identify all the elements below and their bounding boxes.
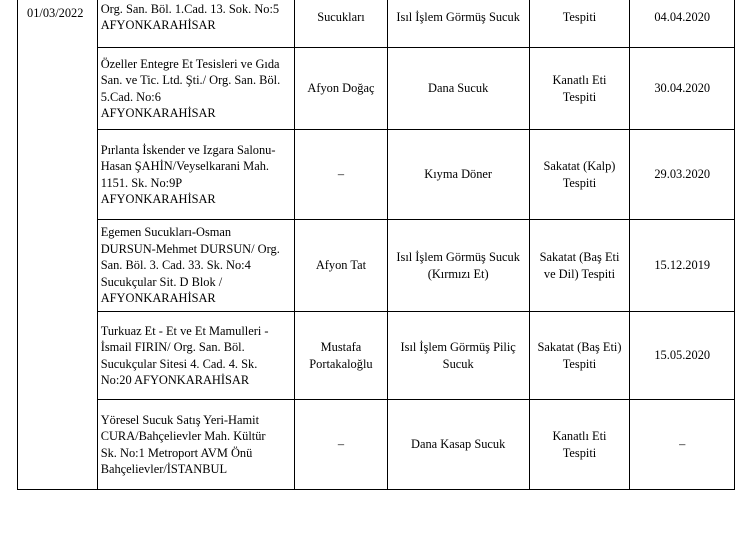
table-row (18, 0, 735, 48)
cell-text-line: Dana Sucuk (428, 81, 489, 96)
issue-cell (529, 130, 630, 220)
food-violation-table (17, 0, 735, 490)
cell-text-line: Kanatlı Eti (552, 429, 607, 443)
detection-date: – (679, 437, 686, 452)
product-cell (387, 0, 529, 48)
announcement-date-cell (18, 0, 98, 490)
table-body (18, 0, 735, 490)
cell-text-line: Tespiti (562, 356, 597, 371)
cell-text-line: AFYONKARAHİSAR (100, 192, 216, 206)
brand-cell (295, 312, 388, 400)
cell-text-line: Tespiti (562, 445, 597, 460)
cell-text-line: Egemen Sucukları-Osman (100, 225, 232, 240)
cell-text-line: Bahçelievler/İSTANBUL (100, 462, 228, 476)
cell-text-line: AFYONKARAHİSAR (100, 106, 216, 120)
detection-date: 15.05.2020 (654, 348, 711, 363)
brand-cell (295, 130, 388, 220)
cell-text-line: Sakatat (Baş Eti (539, 250, 620, 264)
cell-text-line: Sakatat (Baş Eti) (537, 340, 622, 354)
cell-text-line: Sakatat (Kalp) (543, 159, 616, 173)
cell-text-line: Tespiti (562, 89, 597, 104)
detection-date: 04.04.2020 (654, 9, 711, 24)
announcement-date: 01/03/2022 (27, 6, 84, 20)
issue-cell (529, 400, 630, 490)
cell-text-line: Hasan ŞAHİN/Veyselkarani Mah. (100, 159, 269, 173)
detection-date-cell (630, 48, 735, 130)
cell-text-line: AFYONKARAHİSAR (100, 291, 216, 306)
detection-date-cell (630, 220, 735, 312)
brand-cell (295, 400, 388, 490)
cell-text-line: CURA/Bahçelievler Mah. Kültür (100, 429, 266, 443)
cell-text-line: Turkuaz Et - Et ve Et Mamulleri - (100, 323, 269, 338)
product-cell (387, 48, 529, 130)
cell-text-line: Özeller Entegre Et Tesisleri ve Gıda (100, 56, 280, 71)
detection-date-cell (630, 312, 735, 400)
cell-text-line: Mustafa (320, 340, 362, 354)
detection-date: 15.12.2019 (654, 258, 711, 273)
cell-text-line: Sucukçular Sit. D Blok / (100, 274, 223, 289)
cell-text-line: Sucukçular Sitesi 4. Cad. 4. Sk. (100, 356, 258, 371)
cell-text-line: Sk. No:1 Metroport AVM Önü (100, 445, 253, 460)
issue-cell (529, 48, 630, 130)
cell-text-line: Yöresel Sucuk Satış Yeri-Hamit (100, 412, 260, 427)
detection-date: 29.03.2020 (654, 167, 711, 182)
cell-text-line: Portakaloğlu (309, 356, 373, 371)
brand-cell (295, 0, 388, 48)
firm-cell (97, 0, 294, 48)
issue-cell (529, 220, 630, 312)
cell-text-line: AFYONKARAHİSAR (100, 18, 216, 32)
detection-date: 30.04.2020 (654, 81, 711, 96)
cell-text-line: San. Böl. 3. Cad. 33. Sk. No:4 (100, 258, 251, 273)
cell-text-line: ve Dil) Tespiti (543, 266, 616, 281)
cell-text-line: Org. San. Böl. 1.Cad. 13. Sok. No:5 (100, 1, 280, 16)
cell-text-line: Tespiti (562, 9, 597, 24)
cell-text-line: (Kırmızı Et) (427, 266, 489, 281)
issue-cell (529, 312, 630, 400)
firm-cell (97, 48, 294, 130)
product-cell (387, 400, 529, 490)
table-row (18, 130, 735, 220)
firm-cell (97, 130, 294, 220)
product-cell (387, 312, 529, 400)
cell-text-line: Dana Kasap Sucuk (411, 437, 506, 452)
cell-text-line: Afyon Doğaç (307, 81, 375, 96)
product-cell (387, 220, 529, 312)
cell-text-line: Afyon Tat (315, 258, 367, 273)
table-row (18, 400, 735, 490)
cell-text-line: – (337, 167, 345, 182)
cell-text-line: DURSUN-Mehmet DURSUN/ Org. (100, 241, 280, 256)
brand-cell (295, 220, 388, 312)
cell-text-line: Tespiti (562, 175, 597, 190)
cell-text-line: Sucuk (442, 356, 474, 371)
cell-text-line: Sucukları (317, 9, 365, 24)
table-row (18, 220, 735, 312)
cell-text-line: 1151. Sk. No:9P (100, 175, 183, 190)
detection-date-cell (630, 0, 735, 48)
issue-cell (529, 0, 630, 48)
cell-text-line: San. ve Tic. Ltd. Şti./ Org. San. Böl. (100, 73, 281, 87)
detection-date-cell (630, 130, 735, 220)
cell-text-line: Isıl İşlem Görmüş Sucuk (396, 250, 520, 264)
table-row (18, 48, 735, 130)
cell-text-line: Pırlanta İskender ve Izgara Salonu- (100, 142, 276, 157)
cell-text-line: Kıyma Döner (424, 167, 493, 182)
cell-text-line: – (337, 437, 345, 452)
product-cell (387, 130, 529, 220)
cell-text-line: Isıl İşlem Görmüş Piliç (400, 340, 516, 354)
firm-cell (97, 220, 294, 312)
cell-text-line: İsmail FIRIN/ Org. San. Böl. (100, 340, 245, 354)
cell-text-line: Isıl İşlem Görmüş Sucuk (396, 9, 520, 24)
cell-text-line: No:20 AFYONKARAHİSAR (100, 373, 250, 387)
detection-date-cell (630, 400, 735, 490)
firm-cell (97, 400, 294, 490)
table-row (18, 312, 735, 400)
brand-cell (295, 48, 388, 130)
cell-text-line: Kanatlı Eti (552, 73, 607, 87)
firm-cell (97, 312, 294, 400)
cell-text-line: 5.Cad. No:6 (100, 89, 161, 104)
